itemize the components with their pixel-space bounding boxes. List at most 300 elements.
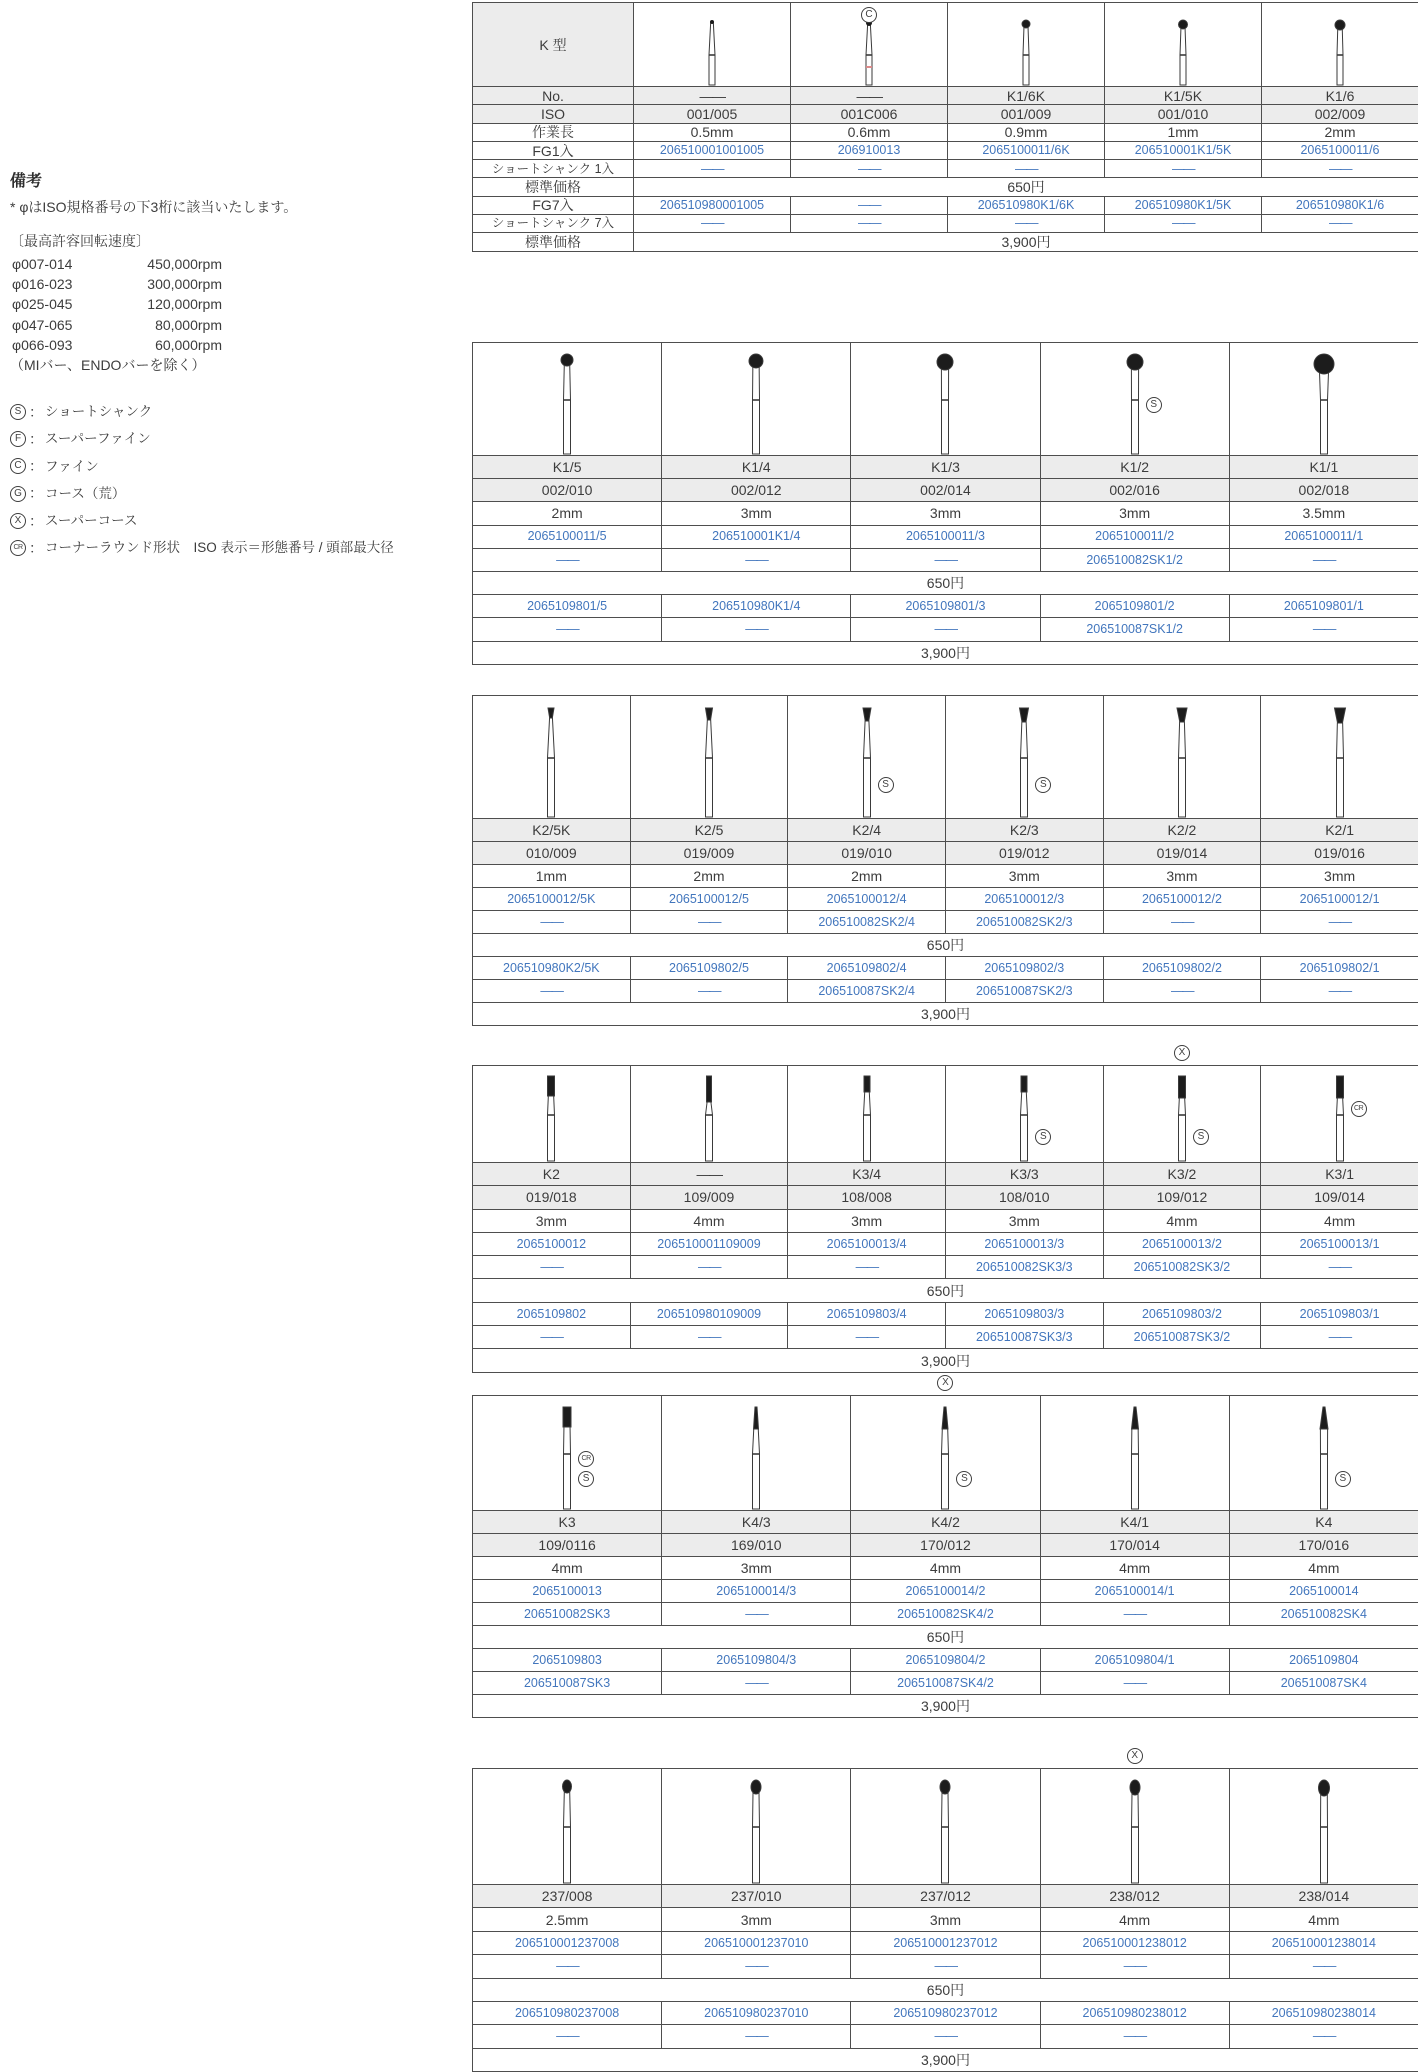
bur-image-cell bbox=[788, 1066, 946, 1163]
bur-illustration bbox=[946, 696, 1103, 818]
table-row-price7 bbox=[473, 233, 1418, 251]
product-code-link[interactable]: 206510082SK2/4 bbox=[788, 911, 946, 934]
len-cell: 4mm bbox=[1229, 1908, 1418, 1931]
bur-image-cell bbox=[630, 1066, 788, 1163]
ss7-cell: —— bbox=[1261, 1326, 1418, 1349]
table-row-fg7 bbox=[473, 1649, 1418, 1672]
no-cell: —— bbox=[634, 87, 791, 105]
table-row-price1 bbox=[473, 1279, 1418, 1302]
product-code-link[interactable]: 2065100014 bbox=[1229, 1580, 1418, 1603]
table-row-no bbox=[473, 87, 1418, 105]
bur-image-cell bbox=[473, 343, 662, 456]
bur-image-cell bbox=[791, 3, 948, 87]
legend-symbol-f-icon: F bbox=[10, 431, 26, 447]
price-cell: 650円 bbox=[473, 934, 1418, 957]
fg7-cell: —— bbox=[791, 196, 948, 214]
bur-icon bbox=[1310, 697, 1370, 818]
iso-cell: 108/010 bbox=[945, 1186, 1103, 1209]
product-code-link[interactable]: 2065109801/5 bbox=[473, 595, 662, 618]
table-row-fg1 bbox=[473, 1580, 1418, 1603]
product-code-link[interactable]: 2065109801/1 bbox=[1229, 595, 1418, 618]
len-cell: 0.5mm bbox=[634, 123, 791, 141]
no-cell: K1/5K bbox=[1105, 87, 1262, 105]
speed-row bbox=[12, 315, 465, 335]
no-cell: K1/4 bbox=[662, 456, 851, 479]
ss7-cell: —— bbox=[1103, 980, 1261, 1003]
product-code-link[interactable]: 2065100014/2 bbox=[851, 1580, 1040, 1603]
legend-item bbox=[10, 511, 465, 531]
product-code-link[interactable]: 2065100013 bbox=[473, 1580, 662, 1603]
mark-c-icon: C bbox=[861, 7, 877, 23]
bur-image-cell bbox=[473, 696, 631, 819]
len-cell: 4mm bbox=[851, 1557, 1040, 1580]
speed-note: （MIバー、ENDOバーを除く） bbox=[10, 357, 206, 374]
table-row-ss1 bbox=[473, 1603, 1418, 1626]
bur-image-cell bbox=[945, 1066, 1103, 1163]
bur-image-cell bbox=[1229, 1396, 1418, 1511]
no-cell: —— bbox=[630, 1163, 788, 1186]
product-code-link[interactable]: 206510082SK1/2 bbox=[1040, 548, 1229, 571]
product-code-link[interactable]: 206510001109009 bbox=[630, 1232, 788, 1255]
bur-icon bbox=[837, 697, 897, 818]
iso-cell: 019/016 bbox=[1261, 842, 1418, 865]
product-code-link[interactable]: 2065109803/3 bbox=[945, 1302, 1103, 1325]
product-code-link[interactable]: 2065109802/1 bbox=[1261, 957, 1418, 980]
legend-item bbox=[10, 402, 465, 422]
table-row-fg1 bbox=[473, 141, 1418, 159]
product-code-link[interactable]: 206510087SK2/4 bbox=[788, 980, 946, 1003]
len-cell: 3mm bbox=[788, 1209, 946, 1232]
product-code-link[interactable]: 206510980K1/4 bbox=[662, 595, 851, 618]
product-code-link[interactable]: 2065100013/1 bbox=[1261, 1232, 1418, 1255]
product-code-link[interactable]: 206510980237010 bbox=[662, 2001, 851, 2024]
bur-illustration bbox=[1041, 1396, 1229, 1510]
bur-illustration bbox=[473, 696, 630, 818]
len-cell: 3mm bbox=[851, 502, 1040, 525]
no-cell: K4/1 bbox=[1040, 1511, 1229, 1534]
product-code-link[interactable]: 2065100012/1 bbox=[1261, 888, 1418, 911]
product-code-link[interactable]: 2065100013/2 bbox=[1103, 1232, 1261, 1255]
product-code-link[interactable]: 206510001238012 bbox=[1040, 1931, 1229, 1954]
len-cell: 4mm bbox=[473, 1557, 662, 1580]
speed-range: φ066-093 bbox=[12, 336, 73, 353]
ss7-cell: —— bbox=[948, 215, 1105, 233]
bur-illustration bbox=[662, 1769, 850, 1884]
legend-symbol-cr-icon: CR bbox=[10, 540, 26, 556]
legend-colon: ： bbox=[29, 540, 43, 557]
bur-illustration bbox=[791, 3, 947, 86]
product-code-link[interactable]: 2065109804/1 bbox=[1040, 1649, 1229, 1672]
k-type-table-2 bbox=[472, 342, 1418, 665]
row-label-price7: 標準価格 bbox=[473, 233, 634, 251]
iso-cell: 109/0116 bbox=[473, 1534, 662, 1557]
bur-illustration bbox=[1041, 343, 1229, 455]
k-type-table-6 bbox=[472, 1750, 1418, 2072]
bur-illustration bbox=[851, 343, 1039, 455]
product-code-link[interactable]: 2065109801/2 bbox=[1040, 595, 1229, 618]
bur-image-cell bbox=[662, 1769, 851, 1885]
bur-image-cell bbox=[945, 696, 1103, 819]
table-row-price7 bbox=[473, 1003, 1418, 1026]
ss1-cell: —— bbox=[788, 1256, 946, 1279]
bur-image-row bbox=[473, 1066, 1418, 1163]
table-row-fg7 bbox=[473, 957, 1418, 980]
product-code-link[interactable]: 206510087SK2/3 bbox=[945, 980, 1103, 1003]
bur-image-cell bbox=[630, 696, 788, 819]
bur-icon bbox=[1294, 1397, 1354, 1510]
ss1-cell: —— bbox=[662, 548, 851, 571]
legend-symbol-g-icon: G bbox=[10, 486, 26, 502]
bur-icon bbox=[915, 344, 975, 455]
ss7-cell: —— bbox=[473, 980, 631, 1003]
speed-row bbox=[12, 335, 465, 355]
product-code-link[interactable]: 206510087SK4 bbox=[1229, 1672, 1418, 1695]
ss7-cell: —— bbox=[1262, 215, 1418, 233]
bur-icon bbox=[1152, 1067, 1212, 1162]
len-cell: 1mm bbox=[1105, 123, 1262, 141]
product-code-link[interactable]: 206510082SK3/2 bbox=[1103, 1256, 1261, 1279]
table-row-len bbox=[473, 123, 1418, 141]
product-code-link[interactable]: 206510082SK3 bbox=[473, 1603, 662, 1626]
no-cell: K4/2 bbox=[851, 1511, 1040, 1534]
len-cell: 2mm bbox=[1262, 123, 1418, 141]
ss7-cell: —— bbox=[630, 980, 788, 1003]
product-code-link[interactable]: 206910013 bbox=[791, 141, 948, 159]
len-cell: 3mm bbox=[851, 1908, 1040, 1931]
table-row-fg1 bbox=[473, 888, 1418, 911]
ss1-cell: —— bbox=[473, 911, 631, 934]
product-code-link[interactable]: 2065109802/4 bbox=[788, 957, 946, 980]
ss7-cell: —— bbox=[634, 215, 791, 233]
product-code-link[interactable]: 206510001238014 bbox=[1229, 1931, 1418, 1954]
product-code-link[interactable]: 2065109803 bbox=[473, 1649, 662, 1672]
table-row-len bbox=[473, 865, 1418, 888]
table-row-fg7 bbox=[473, 196, 1418, 214]
bur-illustration bbox=[851, 1769, 1039, 1884]
bur-illustration bbox=[1262, 3, 1418, 86]
no-cell: K1/2 bbox=[1040, 456, 1229, 479]
ss1-cell: —— bbox=[1229, 1955, 1418, 1978]
mark-s-icon: S bbox=[578, 1471, 594, 1487]
product-code-link[interactable]: 206510082SK3/3 bbox=[945, 1256, 1103, 1279]
legend-label: スーパーコース bbox=[45, 513, 138, 529]
product-code-link[interactable]: 206510980K1/6K bbox=[948, 196, 1105, 214]
table-row-price7 bbox=[473, 641, 1418, 664]
product-code-link[interactable]: 2065100012/5 bbox=[630, 888, 788, 911]
no-cell: K3/2 bbox=[1103, 1163, 1261, 1186]
product-code-link[interactable]: 206510087SK3/3 bbox=[945, 1326, 1103, 1349]
product-code-link[interactable]: 2065100012/4 bbox=[788, 888, 946, 911]
product-code-link[interactable]: 2065100014/1 bbox=[1040, 1580, 1229, 1603]
iso-cell: 109/012 bbox=[1103, 1186, 1261, 1209]
iso-cell: 019/018 bbox=[473, 1186, 631, 1209]
ss7-cell: —— bbox=[473, 2025, 662, 2048]
table-row-iso bbox=[473, 105, 1418, 123]
bur-image-cell bbox=[1229, 1769, 1418, 1885]
bur-image-cell bbox=[662, 343, 851, 456]
bur-icon bbox=[1105, 1770, 1165, 1884]
product-code-link[interactable]: 2065100012 bbox=[473, 1232, 631, 1255]
ss7-cell: —— bbox=[851, 618, 1040, 641]
no-cell: K3/1 bbox=[1261, 1163, 1418, 1186]
iso-cell: 002/012 bbox=[662, 479, 851, 502]
table-row-no bbox=[473, 456, 1418, 479]
product-code-link[interactable]: 2065109802/5 bbox=[630, 957, 788, 980]
iso-cell: 237/010 bbox=[662, 1885, 851, 1908]
product-code-link[interactable]: 206510087SK4/2 bbox=[851, 1672, 1040, 1695]
product-code-link[interactable]: 2065109804 bbox=[1229, 1649, 1418, 1672]
bur-illustration bbox=[1104, 696, 1261, 818]
product-code-link[interactable]: 206510001237010 bbox=[662, 1931, 851, 1954]
mark-s-icon: S bbox=[1193, 1129, 1209, 1145]
product-code-link[interactable]: 2065100013/4 bbox=[788, 1232, 946, 1255]
bur-illustration bbox=[1105, 3, 1261, 86]
bur-illustration bbox=[1041, 1750, 1229, 1884]
bur-image-cell bbox=[1040, 343, 1229, 456]
product-code-link[interactable]: 2065100011/1 bbox=[1229, 525, 1418, 548]
product-code-link[interactable]: 2065109802 bbox=[473, 1302, 631, 1325]
legend-label: コーナーラウンド形状 ISO 表示＝形態番号 / 頭部最大径 bbox=[45, 540, 394, 556]
price-cell: 3,900円 bbox=[473, 2048, 1418, 2071]
row-label-iso: ISO bbox=[473, 105, 634, 123]
mark-x-icon: X bbox=[1174, 1045, 1190, 1061]
mark-s-icon: S bbox=[1335, 1471, 1351, 1487]
len-cell: 4mm bbox=[1261, 1209, 1418, 1232]
ss7-cell: —— bbox=[788, 1326, 946, 1349]
ss7-cell: —— bbox=[473, 1326, 631, 1349]
price-cell: 3,900円 bbox=[473, 1003, 1418, 1026]
table-row-no bbox=[473, 819, 1418, 842]
legend-colon: ： bbox=[29, 403, 43, 420]
len-cell: 3mm bbox=[945, 1209, 1103, 1232]
legend-item bbox=[10, 483, 465, 503]
speed-rpm-value: 80,000rpm bbox=[155, 316, 222, 333]
product-code-link[interactable]: 2065109803/1 bbox=[1261, 1302, 1418, 1325]
legend-label: ファイン bbox=[45, 458, 99, 474]
table-row-price1 bbox=[473, 178, 1418, 196]
ss1-cell: —— bbox=[1261, 1256, 1418, 1279]
product-code-link[interactable]: 2065100012/2 bbox=[1103, 888, 1261, 911]
bur-illustration bbox=[948, 3, 1104, 86]
product-code-link[interactable]: 206510001237012 bbox=[851, 1931, 1040, 1954]
table-row-price7 bbox=[473, 1349, 1418, 1372]
product-code-link[interactable]: 2065109802/3 bbox=[945, 957, 1103, 980]
bur-image-row bbox=[473, 1769, 1418, 1885]
table-row-fg7 bbox=[473, 2001, 1418, 2024]
speed-range: φ016-023 bbox=[12, 276, 73, 293]
no-cell: K1/1 bbox=[1229, 456, 1418, 479]
product-code-link[interactable]: 2065100011/5 bbox=[473, 525, 662, 548]
bur-illustration bbox=[473, 1769, 661, 1884]
bur-image-cell bbox=[851, 1769, 1040, 1885]
iso-cell: 002/018 bbox=[1229, 479, 1418, 502]
bur-image-cell bbox=[1103, 696, 1261, 819]
ss1-cell: —— bbox=[1262, 160, 1418, 178]
table-row-len bbox=[473, 1557, 1418, 1580]
product-code-link[interactable]: 2065100011/6 bbox=[1262, 141, 1418, 159]
no-cell: K2 bbox=[473, 1163, 631, 1186]
product-code-link[interactable]: 2065100011/3 bbox=[851, 525, 1040, 548]
table-row-ss7 bbox=[473, 980, 1418, 1003]
table-row-price7 bbox=[473, 2048, 1418, 2071]
product-code-link[interactable]: 206510082SK2/3 bbox=[945, 911, 1103, 934]
table-row-no bbox=[473, 1511, 1418, 1534]
product-code-link[interactable]: 206510087SK3/2 bbox=[1103, 1326, 1261, 1349]
ss1-cell: —— bbox=[1040, 1955, 1229, 1978]
mark-s-icon: S bbox=[1146, 397, 1162, 413]
legend-label: ショートシャンク bbox=[45, 403, 153, 419]
speed-rpm-value: 120,000rpm bbox=[147, 296, 222, 313]
table-row-len bbox=[473, 502, 1418, 525]
bur-icon bbox=[521, 697, 581, 818]
iso-cell: 001C006 bbox=[791, 105, 948, 123]
product-code-link[interactable]: 206510980109009 bbox=[630, 1302, 788, 1325]
product-code-link[interactable]: 206510980K1/6 bbox=[1262, 196, 1418, 214]
notes-sidebar bbox=[10, 170, 465, 565]
ss1-cell: —— bbox=[1040, 1603, 1229, 1626]
bur-image-cell bbox=[1261, 1066, 1418, 1163]
len-cell: 3mm bbox=[1040, 502, 1229, 525]
product-code-link[interactable]: 206510980238014 bbox=[1229, 2001, 1418, 2024]
no-cell: K3/3 bbox=[945, 1163, 1103, 1186]
ss1-cell: —— bbox=[948, 160, 1105, 178]
table-row-price1 bbox=[473, 571, 1418, 594]
product-code-link[interactable]: 206510980K2/5K bbox=[473, 957, 631, 980]
product-code-link[interactable]: 206510082SK4/2 bbox=[851, 1603, 1040, 1626]
mark-s-icon: S bbox=[878, 777, 894, 793]
product-code-link[interactable]: 206510082SK4 bbox=[1229, 1603, 1418, 1626]
ss1-cell: —— bbox=[662, 1955, 851, 1978]
price-cell: 650円 bbox=[473, 1626, 1418, 1649]
iso-cell: 170/012 bbox=[851, 1534, 1040, 1557]
ss1-cell: —— bbox=[1103, 911, 1261, 934]
legend-symbol-s-icon: S bbox=[10, 404, 26, 420]
product-code-link[interactable]: 2065109801/3 bbox=[851, 595, 1040, 618]
ss1-cell: —— bbox=[791, 160, 948, 178]
ss7-cell: —— bbox=[1229, 618, 1418, 641]
mark-s-icon: S bbox=[1035, 777, 1051, 793]
speed-range: φ047-065 bbox=[12, 316, 73, 333]
len-cell: 3mm bbox=[662, 502, 851, 525]
product-code-link[interactable]: 206510087SK3 bbox=[473, 1672, 662, 1695]
len-cell: 4mm bbox=[1040, 1908, 1229, 1931]
bur-image-cell bbox=[851, 1377, 1040, 1511]
iso-cell: 002/009 bbox=[1262, 105, 1418, 123]
product-code-link[interactable]: 206510980001005 bbox=[634, 196, 791, 214]
bur-icon bbox=[521, 1067, 581, 1162]
no-cell: K2/5 bbox=[630, 819, 788, 842]
product-code-link[interactable]: 2065100014/3 bbox=[662, 1580, 851, 1603]
bur-icon bbox=[726, 1770, 786, 1884]
bur-illustration bbox=[1230, 343, 1418, 455]
bur-illustration bbox=[788, 696, 945, 818]
no-cell: K2/4 bbox=[788, 819, 946, 842]
no-cell: K4 bbox=[1229, 1511, 1418, 1534]
table-type-header: K 型 bbox=[473, 3, 634, 87]
product-code-link[interactable]: 2065100013/3 bbox=[945, 1232, 1103, 1255]
price-cell: 3,900円 bbox=[473, 641, 1418, 664]
bur-icon bbox=[682, 4, 742, 86]
table-row-ss1 bbox=[473, 911, 1418, 934]
legend-item bbox=[10, 429, 465, 449]
product-code-link[interactable]: 206510980238012 bbox=[1040, 2001, 1229, 2024]
ss1-cell: —— bbox=[851, 548, 1040, 571]
table-row-len bbox=[473, 1209, 1418, 1232]
product-code-link[interactable]: 2065109803/2 bbox=[1103, 1302, 1261, 1325]
product-code-link[interactable]: 2065100012/5K bbox=[473, 888, 631, 911]
table-row-ss1 bbox=[473, 1256, 1418, 1279]
product-code-link[interactable]: 206510001237008 bbox=[473, 1931, 662, 1954]
ss7-cell: —— bbox=[1261, 980, 1418, 1003]
product-code-link[interactable]: 206510001001005 bbox=[634, 141, 791, 159]
product-code-link[interactable]: 206510980K1/5K bbox=[1105, 196, 1262, 214]
iso-cell: 002/016 bbox=[1040, 479, 1229, 502]
bur-illustration bbox=[473, 1066, 630, 1162]
product-code-link[interactable]: 2065100011/6K bbox=[948, 141, 1105, 159]
len-cell: 3mm bbox=[662, 1557, 851, 1580]
legend-colon: ： bbox=[29, 430, 43, 447]
speed-rpm-value: 300,000rpm bbox=[147, 276, 222, 293]
ss7-cell: —— bbox=[662, 2025, 851, 2048]
notes-title: 備考 bbox=[10, 173, 43, 190]
row-label-fg1: FG1入 bbox=[473, 141, 634, 159]
bur-image-cell bbox=[1261, 696, 1418, 819]
iso-cell: 237/012 bbox=[851, 1885, 1040, 1908]
row-label-ss7: ショートシャンク 7入 bbox=[473, 215, 634, 233]
ss7-cell: —— bbox=[851, 2025, 1040, 2048]
len-cell: 2mm bbox=[630, 865, 788, 888]
table-row-ss1 bbox=[473, 1955, 1418, 1978]
product-code-link[interactable]: 206510980237012 bbox=[851, 2001, 1040, 2024]
no-cell: K4/3 bbox=[662, 1511, 851, 1534]
product-code-link[interactable]: 206510980237008 bbox=[473, 2001, 662, 2024]
len-cell: 4mm bbox=[1229, 1557, 1418, 1580]
product-code-link[interactable]: 2065109803/4 bbox=[788, 1302, 946, 1325]
product-code-link[interactable]: 2065100012/3 bbox=[945, 888, 1103, 911]
legend-colon: ： bbox=[29, 485, 43, 502]
table-row-price1 bbox=[473, 1626, 1418, 1649]
bur-image-cell bbox=[1103, 1047, 1261, 1163]
ss1-cell: —— bbox=[662, 1603, 851, 1626]
bur-icon bbox=[996, 4, 1056, 86]
product-code-link[interactable]: 206510001K1/4 bbox=[662, 525, 851, 548]
product-code-link[interactable]: 206510001K1/5K bbox=[1105, 141, 1262, 159]
price-cell: 650円 bbox=[473, 1978, 1418, 2001]
len-cell: 3mm bbox=[1103, 865, 1261, 888]
ss7-cell: —— bbox=[630, 1326, 788, 1349]
bur-image-cell bbox=[1040, 1750, 1229, 1885]
k-type-table-3 bbox=[472, 695, 1418, 1026]
bur-image-cell bbox=[1229, 343, 1418, 456]
table-row-iso bbox=[473, 479, 1418, 502]
len-cell: 0.9mm bbox=[948, 123, 1105, 141]
bur-illustration bbox=[788, 1066, 945, 1162]
product-code-link[interactable]: 2065109804/3 bbox=[662, 1649, 851, 1672]
no-cell: K1/6 bbox=[1262, 87, 1418, 105]
bur-image-cell bbox=[473, 1066, 631, 1163]
iso-cell: 108/008 bbox=[788, 1186, 946, 1209]
product-code-link[interactable]: 2065109804/2 bbox=[851, 1649, 1040, 1672]
bur-icon bbox=[915, 1770, 975, 1884]
k-type-table-5 bbox=[472, 1377, 1418, 1718]
product-code-link[interactable]: 2065109802/2 bbox=[1103, 957, 1261, 980]
product-code-link[interactable]: 2065100011/2 bbox=[1040, 525, 1229, 548]
ss7-cell: —— bbox=[791, 215, 948, 233]
ss1-cell: —— bbox=[1105, 160, 1262, 178]
product-code-link[interactable]: 206510087SK1/2 bbox=[1040, 618, 1229, 641]
no-cell: K1/3 bbox=[851, 456, 1040, 479]
len-cell: 4mm bbox=[1103, 1209, 1261, 1232]
